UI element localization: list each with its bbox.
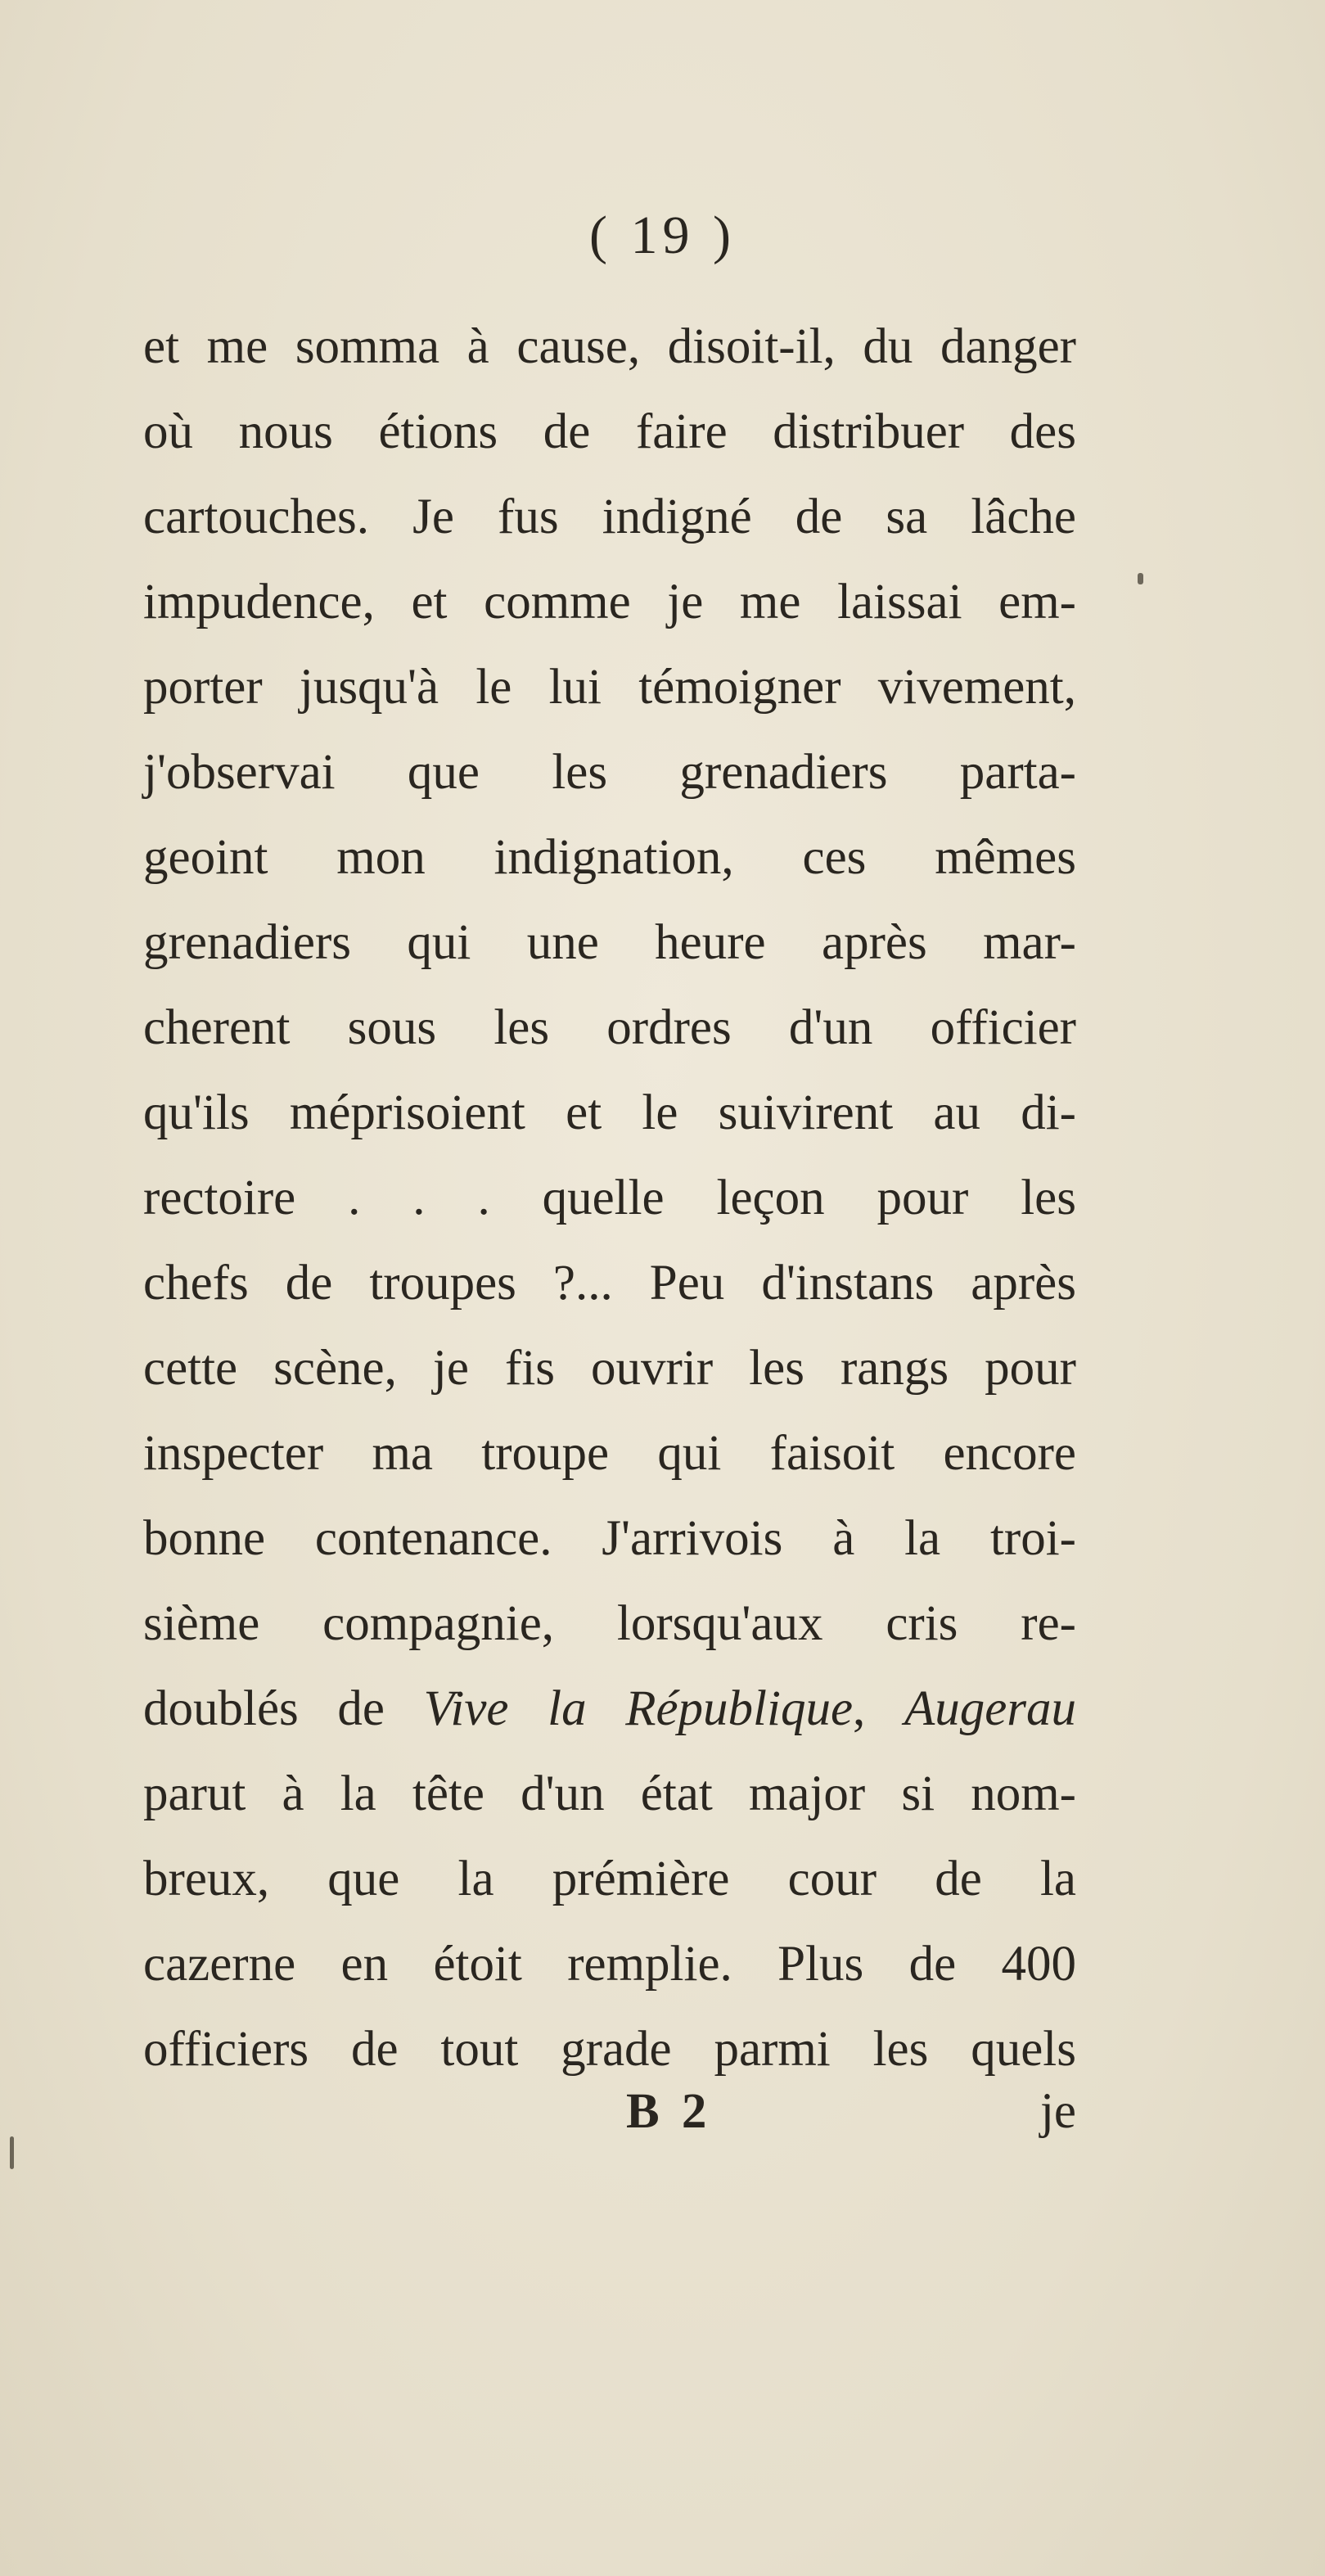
text-line: cazerne en étoit remplie. Plus de 400	[143, 1937, 1076, 1992]
text-line: sième compagnie, lorsqu'aux cris re-	[143, 1596, 1076, 1651]
text-line: chefs de troupes ?... Peu d'instans après	[143, 1256, 1076, 1311]
italic-name: Augerau	[904, 1681, 1077, 1736]
ink-speck	[1138, 573, 1143, 584]
text-fragment: doublés de	[143, 1681, 424, 1736]
text-line: j'observai que les grenadiers parta-	[143, 745, 1076, 800]
text-line: cartouches. Je fus indigné de sa lâche	[143, 489, 1076, 544]
text-line: grenadiers qui une heure après mar-	[143, 915, 1076, 970]
text-line: qu'ils méprisoient et le suivirent au di-	[143, 1085, 1076, 1140]
text-line: et me somma à cause, disoit-il, du danger	[143, 319, 1076, 374]
catchword: je	[1039, 2084, 1076, 2139]
text-line: cette scène, je fis ouvrir les rangs pour	[143, 1341, 1076, 1396]
text-line: inspecter ma troupe qui faisoit encore	[143, 1426, 1076, 1481]
italic-phrase: Vive la République	[423, 1681, 854, 1736]
page-footer	[143, 2083, 1076, 2168]
text-line: breux, que la prémière cour de la	[143, 1852, 1076, 1906]
text-line: impudence, et comme je me laissai em-	[143, 575, 1076, 629]
ink-speck	[10, 2136, 14, 2169]
text-line-mixed	[143, 1667, 1076, 1752]
text-line: geoint mon indignation, ces mêmes	[143, 830, 1076, 885]
page-number: ( 19 )	[589, 205, 736, 265]
signature-mark: B 2	[626, 2084, 712, 2139]
text-line: porter jusqu'à le lui témoigner vivement,	[143, 660, 1076, 715]
text-line: où nous étions de faire distribuer des	[143, 404, 1076, 459]
body-text	[143, 305, 1076, 2092]
text-line: bonne contenance. J'arrivois à la troi-	[143, 1511, 1076, 1566]
text-line: cherent sous les ordres d'un officier	[143, 1000, 1076, 1055]
text-line: rectoire . . . quelle leçon pour les	[143, 1171, 1076, 1225]
text-line: officiers de tout grade parmi les quels	[143, 2022, 1076, 2077]
text-fragment: ,	[853, 1681, 904, 1736]
text-line: parut à la tête d'un état major si nom-	[143, 1766, 1076, 1821]
